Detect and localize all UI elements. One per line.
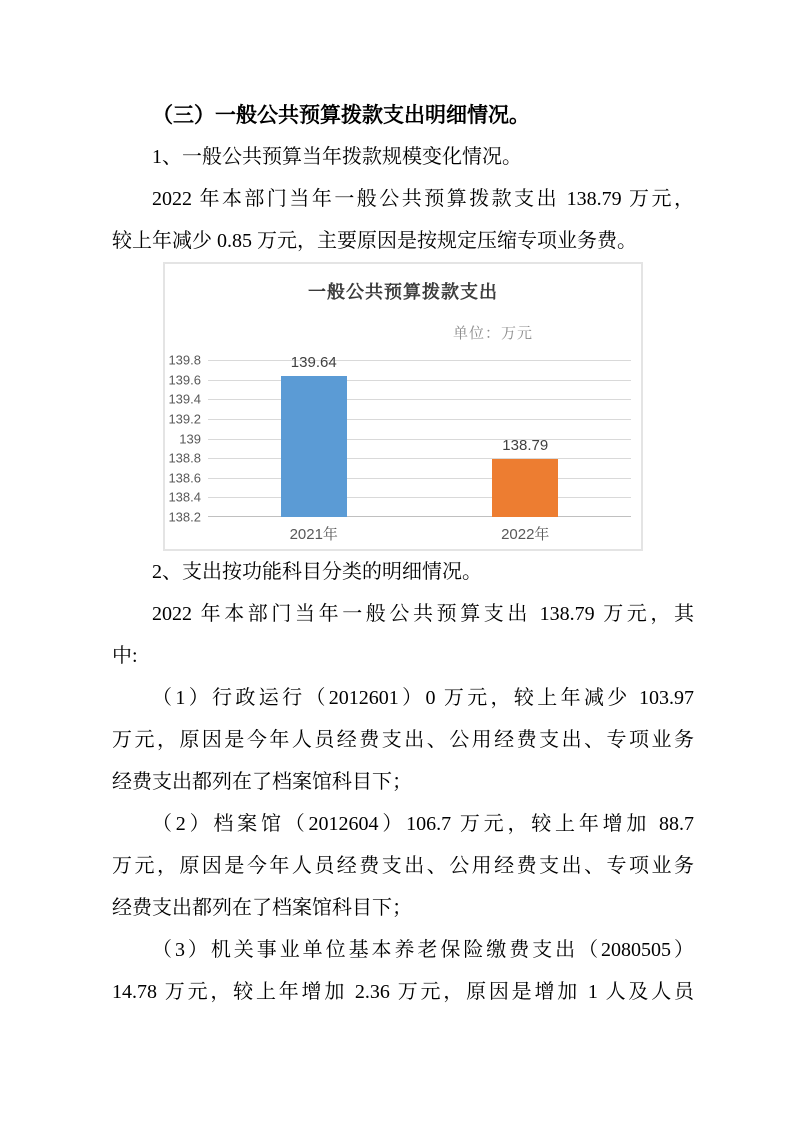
gridline xyxy=(208,399,631,400)
y-axis-tick-label: 138.4 xyxy=(168,489,201,505)
text-line: 2022 年本部门当年一般公共预算拨款支出 138.79 万元， xyxy=(152,188,694,210)
gridline xyxy=(208,458,631,459)
bar-value-label: 139.64 xyxy=(290,353,337,371)
gridline xyxy=(208,439,631,440)
bar xyxy=(281,376,347,517)
text-line: （3）机关事业单位基本养老保险缴费支出（2080505） xyxy=(152,939,694,961)
gridline xyxy=(208,516,631,517)
plot-area xyxy=(168,352,631,543)
y-axis-tick-label: 138.6 xyxy=(168,470,201,486)
text-line: 经费支出都列在了档案馆科目下； xyxy=(112,897,412,919)
y-axis-tick-label: 138.8 xyxy=(168,450,201,466)
x-axis-category-label: 2022年 xyxy=(501,526,550,543)
text-line: 1、一般公共预算当年拨款规模变化情况。 xyxy=(152,146,522,168)
text-line: 2、支出按功能科目分类的明细情况。 xyxy=(152,561,482,583)
text-line: 万元，原因是今年人员经费支出、公用经费支出、专项业务 xyxy=(112,855,694,877)
bar xyxy=(492,459,558,517)
chart-unit-label: 单位：万元 xyxy=(453,325,534,342)
text-line: 中: xyxy=(112,645,138,667)
text-line: 2022 年本部门当年一般公共预算支出 138.79 万元，其 xyxy=(152,603,694,625)
bar-value-label: 138.79 xyxy=(502,437,549,455)
detail-paragraphs xyxy=(112,551,694,1013)
page-content xyxy=(112,94,694,1013)
y-axis-tick-label: 139.2 xyxy=(168,411,201,427)
text-line: 万元，原因是今年人员经费支出、公用经费支出、专项业务 xyxy=(112,729,694,751)
text-line: 14.78 万元，较上年增加 2.36 万元，原因是增加 1 人及人员 xyxy=(112,981,694,1003)
intro-paragraphs xyxy=(112,94,694,262)
chart-title: 一般公共预算拨款支出 xyxy=(308,282,498,302)
gridline xyxy=(208,478,631,479)
y-axis-tick-label: 138.2 xyxy=(168,509,201,525)
y-axis-tick-label: 139 xyxy=(179,431,201,446)
text-line: （1）行政运行（2012601）0 万元，较上年减少 103.97 xyxy=(152,687,694,709)
bar-chart xyxy=(163,262,643,551)
gridline xyxy=(208,380,631,381)
gridline xyxy=(208,497,631,498)
y-axis-tick-label: 139.8 xyxy=(168,352,201,368)
text-line: 经费支出都列在了档案馆科目下； xyxy=(112,771,412,793)
gridline xyxy=(208,419,631,420)
y-axis-tick-label: 139.4 xyxy=(168,391,201,407)
y-axis-tick-label: 139.6 xyxy=(168,372,201,388)
x-axis-category-label: 2021年 xyxy=(289,526,338,543)
text-line: （2）档案馆（2012604）106.7 万元，较上年增加 88.7 xyxy=(152,813,694,835)
gridline xyxy=(208,360,631,361)
text-line: 较上年减少 0.85 万元，主要原因是按规定压缩专项业务费。 xyxy=(112,230,637,252)
text-line: （三）一般公共预算拨款支出明细情况。 xyxy=(152,103,530,127)
